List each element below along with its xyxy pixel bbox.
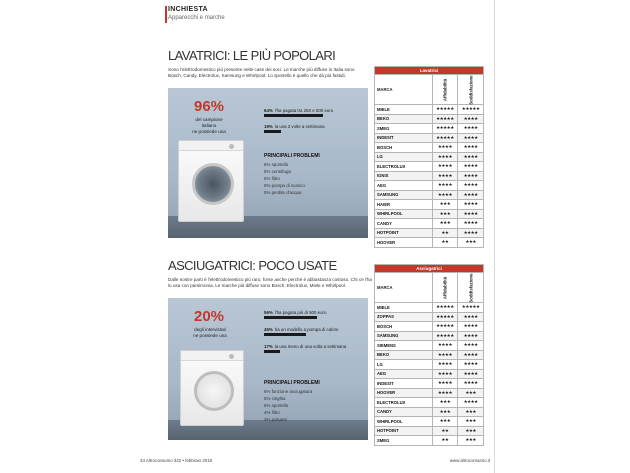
reliability-stars: ★★★ bbox=[432, 219, 458, 229]
reliability-stars: ★★★★★ bbox=[432, 331, 458, 341]
dryer-illustration bbox=[180, 350, 244, 426]
table-row bbox=[375, 331, 484, 341]
satisfaction-stars: ★★★ bbox=[458, 388, 484, 398]
reliability-stars: ★★★★ bbox=[432, 388, 458, 398]
table-row bbox=[375, 350, 484, 360]
reliability-stars: ★★ bbox=[432, 238, 458, 248]
table-row bbox=[375, 219, 484, 229]
washers-problem: 5% perdite d'acqua bbox=[264, 190, 302, 195]
washers-bar-1: 64% l'ha pagata tra 250 e 500 euro bbox=[264, 108, 356, 117]
footer-issue: 34 Altroconsumo 322 • febbraio 2018 bbox=[140, 458, 213, 463]
brand-cell: SAMSUNG bbox=[375, 190, 433, 200]
brand-cell: AEG bbox=[375, 369, 433, 379]
satisfaction-stars: ★★★ bbox=[458, 407, 484, 417]
washers-photo bbox=[168, 88, 368, 238]
dryers-intro: Dalle nostre parti è l'elettrodomestico più raro, forse anche perché è abbastanza costoso. Chi ce l'ha lo usa con parsimonia. Le marche più diffuse sono Bosch, Electrolux, Miele e Whirlpool. bbox=[168, 277, 372, 289]
satisfaction-stars: ★★★★ bbox=[458, 143, 484, 153]
satisfaction-stars: ★★★★ bbox=[458, 379, 484, 389]
table-row bbox=[375, 426, 484, 436]
kicker-accent bbox=[165, 6, 167, 23]
brand-cell: SAMSUNG bbox=[375, 331, 433, 341]
reliability-stars: ★★★★ bbox=[432, 152, 458, 162]
brand-cell: SMEG bbox=[375, 124, 433, 134]
reliability-stars: ★★★ bbox=[432, 398, 458, 408]
satisfaction-stars: ★★★★ bbox=[458, 209, 484, 219]
brand-cell: ELECTROLUX bbox=[375, 162, 433, 172]
washers-stat-caption: del campione italiano ne possiede una bbox=[192, 117, 226, 134]
satisfaction-stars: ★★★★ bbox=[458, 152, 484, 162]
page-right-edge bbox=[494, 0, 495, 473]
reliability-stars: ★★★★★ bbox=[432, 322, 458, 332]
brand-cell: ZOPPAS bbox=[375, 312, 433, 322]
table-row bbox=[375, 105, 484, 115]
table-row bbox=[375, 171, 484, 181]
reliability-stars: ★★ bbox=[432, 228, 458, 238]
reliability-stars: ★★★ bbox=[432, 200, 458, 210]
brand-cell: LG bbox=[375, 360, 433, 370]
reliability-stars: ★★ bbox=[432, 436, 458, 446]
table-row bbox=[375, 369, 484, 379]
table-row bbox=[375, 436, 484, 446]
table-row bbox=[375, 303, 484, 313]
reliability-stars: ★★★★★ bbox=[432, 114, 458, 124]
brand-cell: CANDY bbox=[375, 219, 433, 229]
table-row bbox=[375, 417, 484, 427]
washers-problem: 5% filtro bbox=[264, 176, 280, 181]
table-row bbox=[375, 379, 484, 389]
brand-cell: WHIRLPOOL bbox=[375, 209, 433, 219]
washers-problem: 5% pompa di scarico bbox=[264, 183, 305, 188]
washers-table-title: Lavatrici bbox=[375, 67, 484, 75]
magazine-page bbox=[136, 0, 494, 473]
table-row bbox=[375, 388, 484, 398]
reliability-stars: ★★★★★ bbox=[432, 133, 458, 143]
brand-cell: BEKO bbox=[375, 114, 433, 124]
brand-cell: IGNIS bbox=[375, 171, 433, 181]
brand-cell: BOSCH bbox=[375, 322, 433, 332]
brand-cell: INDESIT bbox=[375, 133, 433, 143]
section-subtitle: Apparecchi e marche bbox=[168, 15, 225, 21]
satisfaction-stars: ★★★★ bbox=[458, 133, 484, 143]
satisfaction-stars: ★★★★★ bbox=[458, 105, 484, 115]
dryers-photo bbox=[168, 298, 368, 440]
satisfaction-stars: ★★★★ bbox=[458, 312, 484, 322]
reliability-stars: ★★★ bbox=[432, 407, 458, 417]
satisfaction-stars: ★★★★ bbox=[458, 219, 484, 229]
dryers-problem: 5% cinghia bbox=[264, 396, 286, 401]
brand-cell: HAIER bbox=[375, 200, 433, 210]
satisfaction-stars: ★★★ bbox=[458, 417, 484, 427]
brand-cell: ELECTROLUX bbox=[375, 398, 433, 408]
table-row bbox=[375, 398, 484, 408]
brand-cell: SIEMENS bbox=[375, 341, 433, 351]
washers-stat-value: 96% bbox=[194, 98, 225, 115]
section-kicker: INCHIESTA bbox=[168, 6, 208, 13]
reliability-stars: ★★★★ bbox=[432, 360, 458, 370]
table-row bbox=[375, 341, 484, 351]
satisfaction-stars: ★★★★ bbox=[458, 200, 484, 210]
satisfaction-stars: ★★★★ bbox=[458, 114, 484, 124]
dryers-bar-1: 56% l'ha pagata più di 500 euro bbox=[264, 310, 358, 319]
table-row bbox=[375, 124, 484, 134]
table-row bbox=[375, 181, 484, 191]
satisfaction-stars: ★★★★ bbox=[458, 398, 484, 408]
table-header-brand: MARCA bbox=[375, 75, 433, 105]
satisfaction-stars: ★★★★ bbox=[458, 162, 484, 172]
brand-cell: WHIRLPOOL bbox=[375, 417, 433, 427]
reliability-stars: ★★★★★ bbox=[432, 124, 458, 134]
reliability-stars: ★★★★★ bbox=[432, 105, 458, 115]
reliability-stars: ★★★★ bbox=[432, 379, 458, 389]
reliability-stars: ★★ bbox=[432, 426, 458, 436]
reliability-stars: ★★★★ bbox=[432, 369, 458, 379]
satisfaction-stars: ★★★★ bbox=[458, 228, 484, 238]
satisfaction-stars: ★★★★ bbox=[458, 350, 484, 360]
brand-cell: INDESIT bbox=[375, 379, 433, 389]
table-row bbox=[375, 407, 484, 417]
reliability-stars: ★★★★ bbox=[432, 341, 458, 351]
satisfaction-stars: ★★★ bbox=[458, 436, 484, 446]
dryers-ratings-table bbox=[374, 264, 484, 446]
satisfaction-stars: ★★★★ bbox=[458, 360, 484, 370]
brand-cell: CANDY bbox=[375, 407, 433, 417]
brand-cell: HOOVER bbox=[375, 388, 433, 398]
washers-title: LAVATRICI: LE PIÙ POPOLARI bbox=[168, 48, 336, 63]
reliability-stars: ★★★★★ bbox=[432, 303, 458, 313]
table-row bbox=[375, 238, 484, 248]
table-row bbox=[375, 312, 484, 322]
satisfaction-stars: ★★★ bbox=[458, 238, 484, 248]
dryers-title: ASCIUGATRICI: POCO USATE bbox=[168, 258, 337, 273]
table-header-satisfaction: Soddisfazione bbox=[458, 75, 484, 105]
brand-cell: SMEG bbox=[375, 436, 433, 446]
reliability-stars: ★★★★ bbox=[432, 143, 458, 153]
dryers-problem: 6% funzione asciugatura bbox=[264, 389, 313, 394]
brand-cell: LG bbox=[375, 152, 433, 162]
brand-cell: BOSCH bbox=[375, 143, 433, 153]
satisfaction-stars: ★★★ bbox=[458, 426, 484, 436]
satisfaction-stars: ★★★★★ bbox=[458, 303, 484, 313]
satisfaction-stars: ★★★★ bbox=[458, 322, 484, 332]
washers-problem: 6% sportello bbox=[264, 162, 289, 167]
brand-cell: BEKO bbox=[375, 350, 433, 360]
reliability-stars: ★★★★ bbox=[432, 171, 458, 181]
reliability-stars: ★★★★ bbox=[432, 162, 458, 172]
brand-cell: AEG bbox=[375, 181, 433, 191]
washers-ratings-table bbox=[374, 66, 484, 248]
washers-problem: 5% centrifuga bbox=[264, 169, 291, 174]
dryers-table-title: Asciugatrici bbox=[375, 265, 484, 273]
dryers-bar-3: 17% la usa meno di una volta a settimana bbox=[264, 344, 358, 353]
reliability-stars: ★★★ bbox=[432, 417, 458, 427]
brand-cell: MIELE bbox=[375, 303, 433, 313]
washers-bar-2: 19% la usa 3 volte a settimana bbox=[264, 124, 356, 133]
table-row bbox=[375, 200, 484, 210]
satisfaction-stars: ★★★★ bbox=[458, 341, 484, 351]
table-row bbox=[375, 322, 484, 332]
dryers-problem: 4% filtro bbox=[264, 410, 280, 415]
table-row bbox=[375, 209, 484, 219]
satisfaction-stars: ★★★★ bbox=[458, 181, 484, 191]
table-header-reliability: Affidabilità bbox=[432, 273, 458, 303]
table-row bbox=[375, 114, 484, 124]
satisfaction-stars: ★★★★ bbox=[458, 331, 484, 341]
table-row bbox=[375, 190, 484, 200]
brand-cell: HOOVER bbox=[375, 238, 433, 248]
brand-cell: HOTPOINT bbox=[375, 228, 433, 238]
dryers-problem: 5% sportello bbox=[264, 403, 289, 408]
satisfaction-stars: ★★★★ bbox=[458, 124, 484, 134]
washers-intro: Sono l'elettrodomestico più presente nelle case dei soci. Le marche più diffuse in Italia sono Bosch, Candy, Electrolux, Samsung e Whirlpool. Lo sportello è quello che dà più fastidi. bbox=[168, 67, 355, 79]
table-header-satisfaction: Soddisfazione bbox=[458, 273, 484, 303]
dryers-stat-value: 20% bbox=[194, 308, 225, 325]
dryers-bar-2: 45% ha un modello a pompa di calore bbox=[264, 327, 358, 336]
dryers-problems-title: PRINCIPALI PROBLEMI bbox=[264, 380, 320, 386]
brand-cell: MIELE bbox=[375, 105, 433, 115]
washing-machine-illustration bbox=[178, 140, 244, 222]
dryers-problem: 3% pulsanti bbox=[264, 417, 287, 422]
table-row bbox=[375, 152, 484, 162]
reliability-stars: ★★★★ bbox=[432, 190, 458, 200]
brand-cell: HOTPOINT bbox=[375, 426, 433, 436]
satisfaction-stars: ★★★★ bbox=[458, 190, 484, 200]
satisfaction-stars: ★★★★ bbox=[458, 171, 484, 181]
table-row bbox=[375, 360, 484, 370]
table-row bbox=[375, 228, 484, 238]
table-row bbox=[375, 162, 484, 172]
reliability-stars: ★★★★ bbox=[432, 181, 458, 191]
table-header-reliability: Affidabilità bbox=[432, 75, 458, 105]
footer-url: www.altroconsumo.it bbox=[449, 458, 490, 463]
washers-problems-title: PRINCIPALI PROBLEMI bbox=[264, 153, 320, 159]
dryers-stat-caption: degli intervistati ne possiede una bbox=[193, 327, 227, 338]
reliability-stars: ★★★★★ bbox=[432, 312, 458, 322]
reliability-stars: ★★★★ bbox=[432, 350, 458, 360]
reliability-stars: ★★★ bbox=[432, 209, 458, 219]
table-row bbox=[375, 143, 484, 153]
satisfaction-stars: ★★★★ bbox=[458, 369, 484, 379]
table-row bbox=[375, 133, 484, 143]
table-header-brand: MARCA bbox=[375, 273, 433, 303]
